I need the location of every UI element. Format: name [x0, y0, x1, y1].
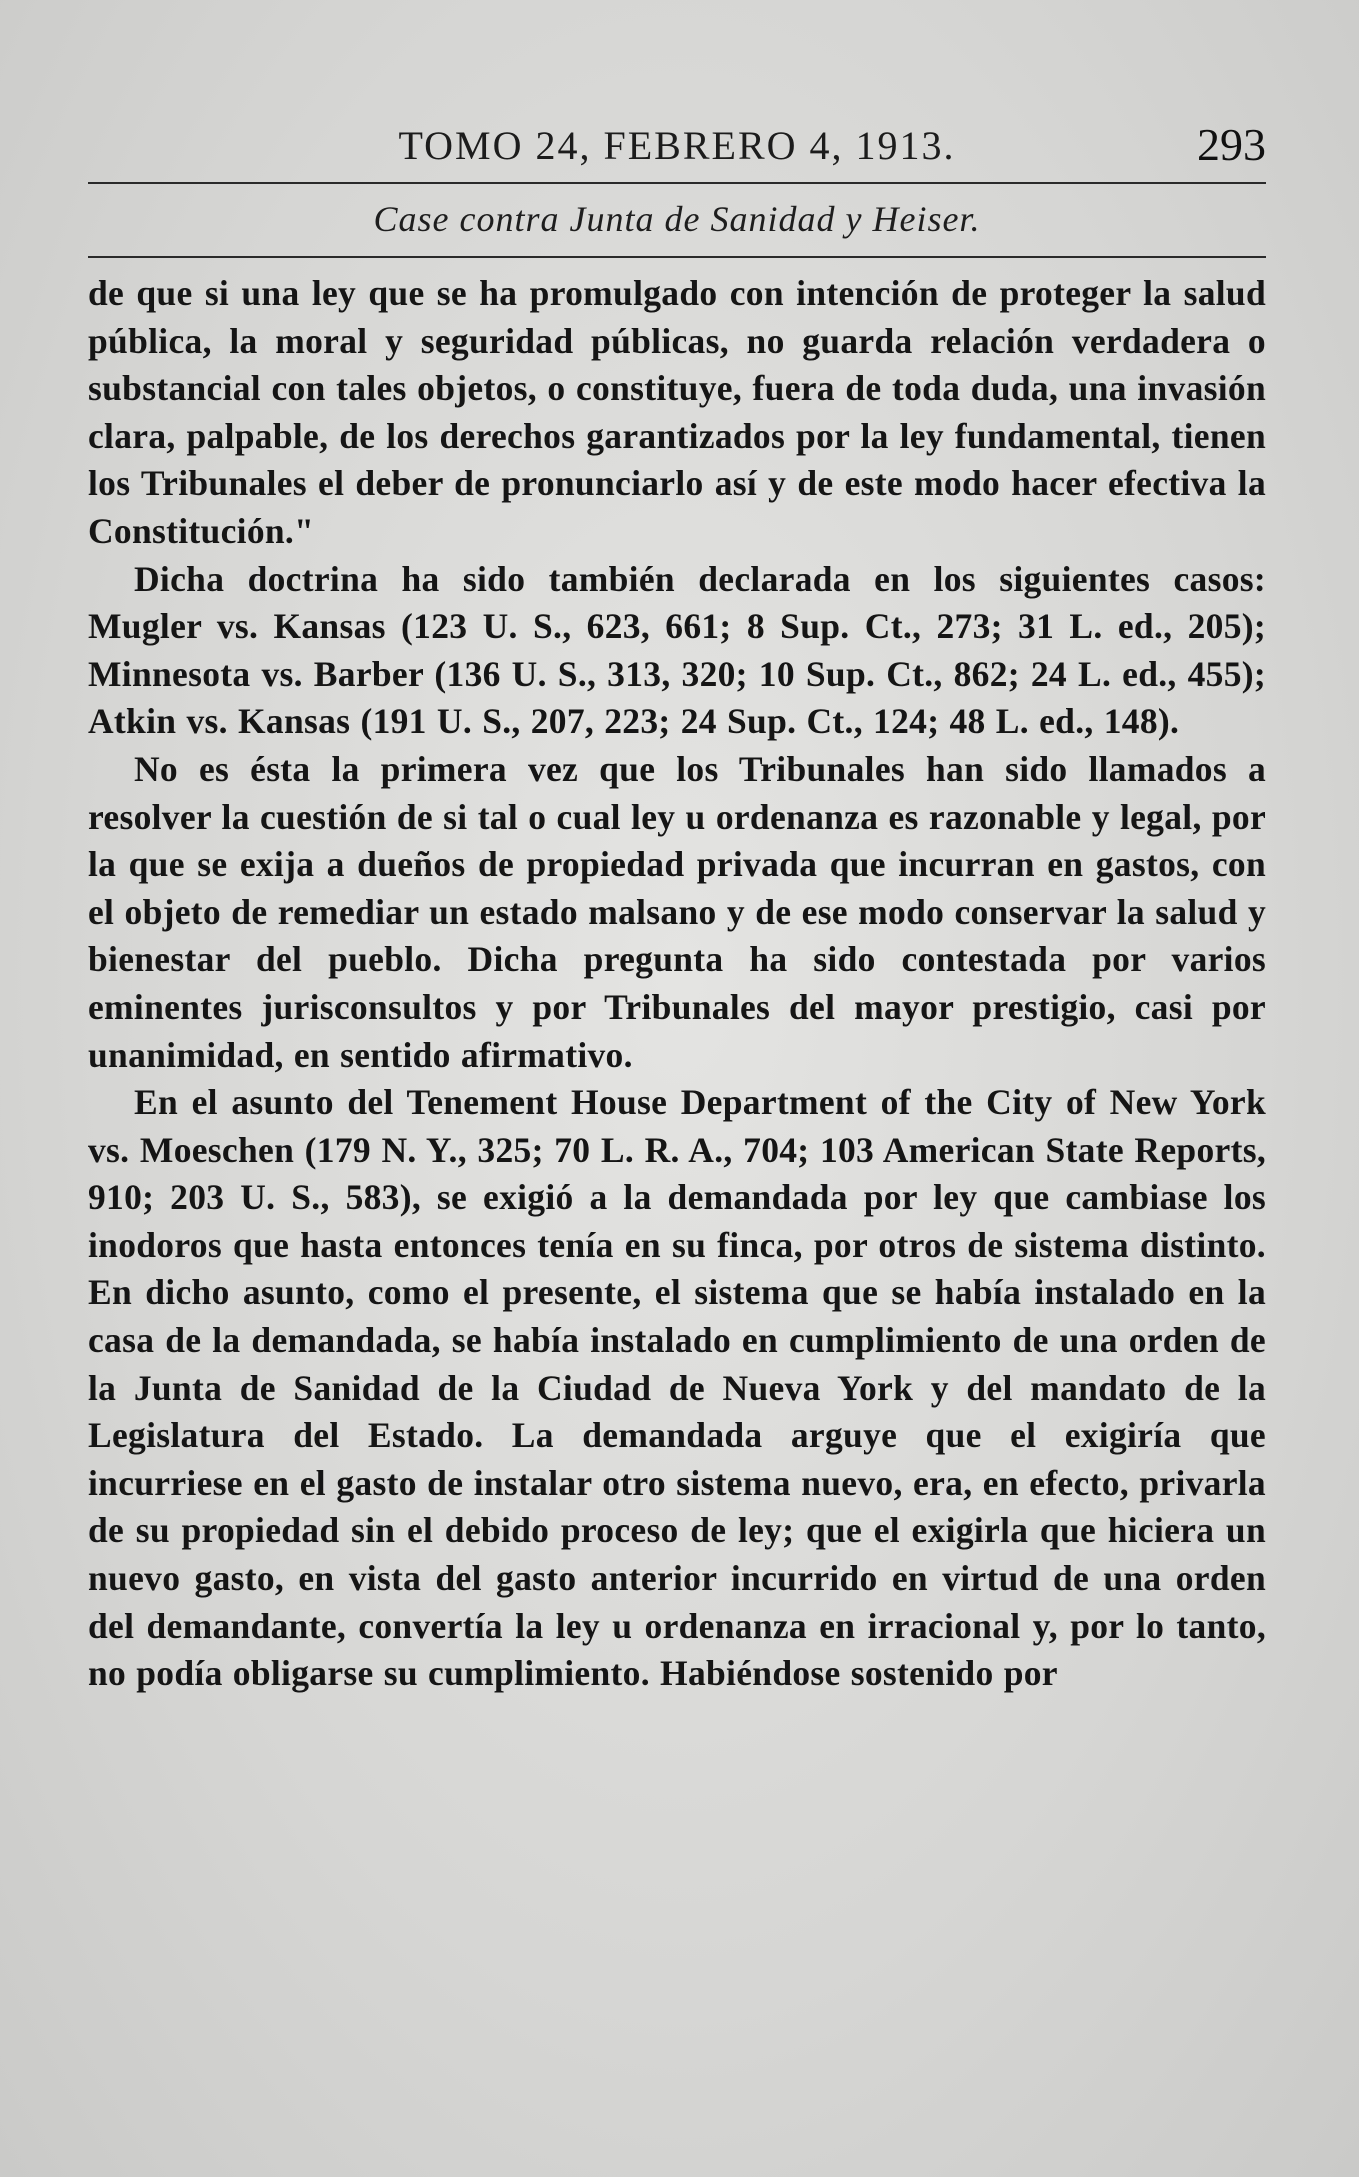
paragraph-3: No es ésta la primera vez que los Tribunales han sido llamados a resolver la cuestión de si tal o cual ley u ordenanza es razonable y legal, por la que se exija a dueños de propiedad privada que incurran en gastos, con el objeto de remediar un estado malsano y de ese modo conservar la salud y bienestar del pueblo. Dicha pregunta ha sido contestada por varios eminentes jurisconsultos y por Tribunales del mayor prestigio, casi por unanimidad, en sentido afirmativo. [88, 748, 1266, 1075]
case-title: Case contra Junta de Sanidad y Heiser. [373, 199, 981, 239]
document-page [88, 110, 1266, 1698]
header-rule-bottom [88, 256, 1266, 258]
paragraph-1: de que si una ley que se ha promulgado con intención de proteger la salud pública, la moral y seguridad públicas, no guarda relación verdadera o substancial con tales objetos, o constituye, fuera de toda duda, una invasión clara, palpable, de los derechos garantizados por la ley fundamental, tienen los Tribunales el deber de pronunciarlo así y de este modo hacer efectiva la Constitución." [88, 273, 1266, 551]
page-number: 293 [1197, 119, 1266, 170]
paragraph-2: Dicha doctrina ha sido también declarada en los siguientes casos: Mugler vs. Kansas (123 U. S., 623, 661; 8 Sup. Ct., 273; 31 L. ed., 205); Minnesota vs. Barber (136 U. S., 313, 320; 10 Sup. Ct., 862; 24 L. ed., 455); Atkin vs. Kansas (191 U. S., 207, 223; 24 Sup. Ct., 124; 48 L. ed., 148). [88, 558, 1266, 742]
running-head: TOMO 24, FEBRERO 4, 1913. [398, 123, 956, 168]
page-header [88, 110, 1266, 182]
body-text [88, 270, 1266, 1698]
paragraph-4: En el asunto del Tenement House Department of the City of New York vs. Moeschen (179 N. Y., 325; 70 L. R. A., 704; 103 American State Reports, 910; 203 U. S., 583), se exigió a la demandada por ley que cambiase los inodoros que hasta entonces tenía en su finca, por otros de sistema distinto. En dicho asunto, como el presente, el sistema que se había instalado en la casa de la demandada, se había instalado en cumplimiento de una orden de la Junta de Sanidad de la Ciudad de Nueva York y del mandato de la Legislatura del Estado. La demandada arguye que el exigiría que incurriese en el gasto de instalar otro sistema nuevo, era, en efecto, privarla de su propiedad sin el debido proceso de ley; que el exigirla que hiciera un nuevo gasto, en vista del gasto anterior incurrido en virtud de una orden del demandante, convertía la ley u ordenanza en irracional y, por lo tanto, no podía obligarse su cumplimiento. Habiéndose sostenido por [88, 1082, 1266, 1694]
